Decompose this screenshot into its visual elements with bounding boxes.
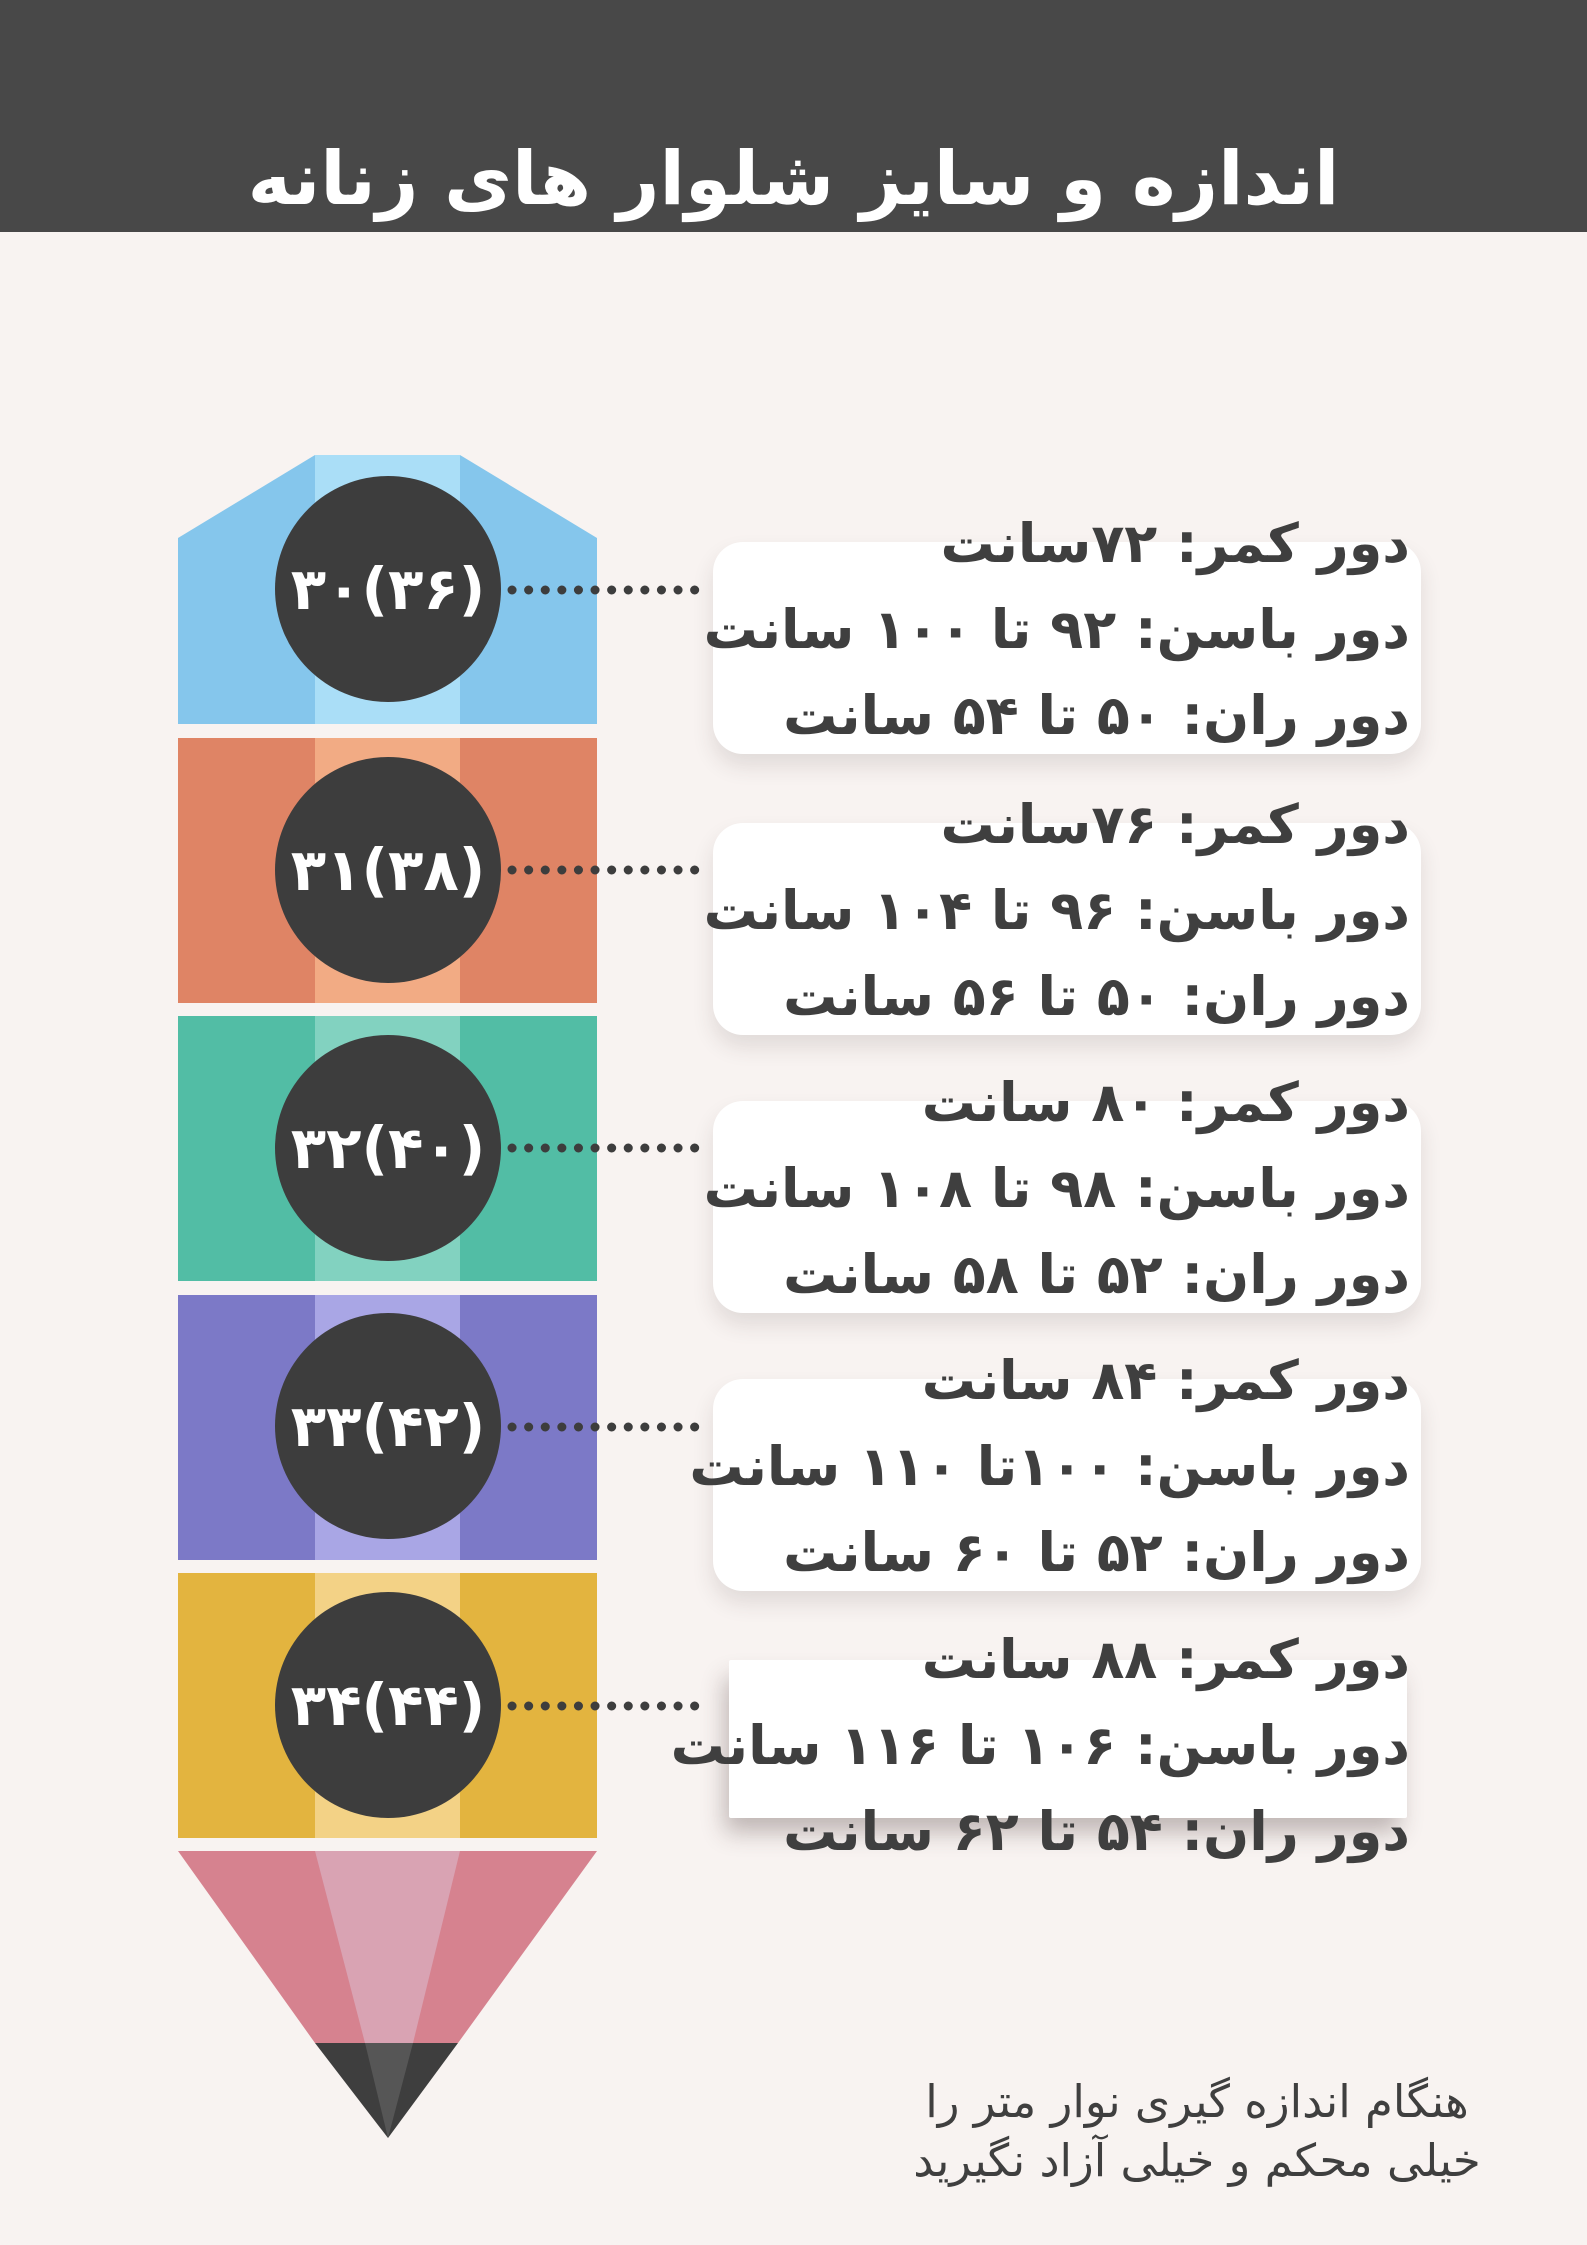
waist-line: دور کمر: ۸۸ سانت: [921, 1628, 1410, 1691]
connector-dots: [505, 1141, 717, 1155]
connector-dots: [505, 1420, 717, 1434]
footer-line-2: خیلی محکم و خیلی آزاد نگیرید: [913, 2134, 1481, 2187]
thigh-line: دور ران: ۵۴ تا ۶۲ سانت: [783, 1800, 1410, 1863]
waist-line: دور کمر: ۸۰ سانت: [921, 1071, 1410, 1134]
thigh-line: دور ران: ۵۲ تا ۵۸ سانت: [783, 1243, 1410, 1306]
size-badge: [275, 1313, 501, 1539]
connector-dots: [505, 863, 717, 877]
size-badge-label: ۳۰(۳۶): [290, 555, 486, 623]
waist-line: دور کمر: ۸۴ سانت: [921, 1349, 1410, 1412]
hip-line: دور باسن: ۹۸ تا ۱۰۸ سانت: [703, 1157, 1410, 1220]
thigh-line: دور ران: ۵۰ تا ۵۴ سانت: [783, 684, 1410, 747]
size-info: [690, 1338, 1410, 1596]
size-info: [690, 501, 1410, 759]
size-badge: [275, 476, 501, 702]
size-info: [670, 1617, 1410, 1875]
page-title: اندازه و سایز شلوار های زنانه: [247, 135, 1340, 222]
size-badge-label: ۳۳(۴۲): [290, 1392, 486, 1460]
size-badge-label: ۳۱(۳۸): [290, 836, 486, 904]
footer-note: [877, 2072, 1517, 2190]
waist-line: دور کمر: ۷۲سانت: [940, 512, 1410, 575]
pencil-tip: [178, 1851, 597, 2141]
size-badge-label: ۳۴(۴۴): [290, 1671, 486, 1739]
footer-line-1: هنگام اندازه گیری نوار متر را: [925, 2075, 1469, 2128]
size-info: [690, 782, 1410, 1040]
connector-dots: [505, 583, 717, 597]
thigh-line: دور ران: ۵۰ تا ۵۶ سانت: [783, 965, 1410, 1028]
thigh-line: دور ران: ۵۲ تا ۶۰ سانت: [783, 1521, 1410, 1584]
hip-line: دور باسن: ۹۲ تا ۱۰۰ سانت: [703, 598, 1410, 661]
header: [0, 0, 1587, 232]
size-badge: [275, 757, 501, 983]
hip-line: دور باسن: ۹۶ تا ۱۰۴ سانت: [703, 879, 1410, 942]
hip-line: دور باسن: ۱۰۰تا ۱۱۰ سانت: [689, 1435, 1410, 1498]
size-info: [690, 1060, 1410, 1318]
size-badge: [275, 1035, 501, 1261]
size-badge: [275, 1592, 501, 1818]
waist-line: دور کمر: ۷۶سانت: [940, 793, 1410, 856]
hip-line: دور باسن: ۱۰۶ تا ۱۱۶ سانت: [670, 1714, 1410, 1777]
size-badge-label: ۳۲(۴۰): [290, 1114, 486, 1182]
